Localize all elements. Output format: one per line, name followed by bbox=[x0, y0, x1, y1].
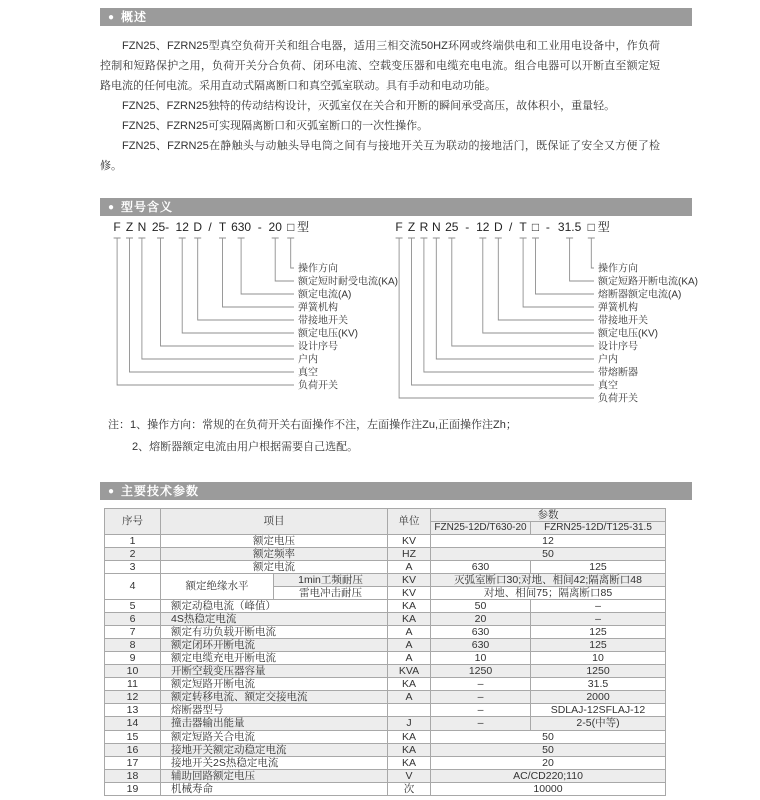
model-code-char: / bbox=[509, 220, 513, 234]
note-line: 2、熔断器额定电流由用户根据需要自己选配。 bbox=[132, 441, 359, 453]
model-code-char: 型 bbox=[297, 220, 310, 234]
item-cell: 额定动稳电流（峰值） bbox=[161, 599, 388, 612]
value-cell: 10 bbox=[531, 652, 666, 665]
value-cell: – bbox=[431, 717, 531, 730]
unit-cell: KA bbox=[388, 756, 431, 769]
item-cell: 接地开关额定动稳定电流 bbox=[161, 743, 388, 756]
catalog-page bbox=[100, 0, 698, 796]
table-row bbox=[105, 573, 666, 586]
model-part-label: 额定电压(KV) bbox=[598, 328, 658, 340]
model-code-char: F bbox=[395, 220, 403, 234]
header-unit: 单位 bbox=[388, 509, 431, 535]
model-code-char: N bbox=[137, 220, 147, 234]
value-cell: 630 bbox=[431, 626, 531, 639]
item-cell: 额定闭环开断电流 bbox=[161, 639, 388, 652]
model-code-char: T bbox=[218, 220, 227, 234]
unit-cell: KA bbox=[388, 612, 431, 625]
leader-line bbox=[157, 238, 294, 346]
model-part-label: 带接地开关 bbox=[298, 315, 348, 327]
table-row bbox=[105, 704, 666, 717]
table-row bbox=[105, 782, 666, 795]
table-row bbox=[105, 547, 666, 560]
params-title: 主要技术参数 bbox=[121, 484, 200, 498]
unit-cell: KA bbox=[388, 743, 431, 756]
model-diagram-fzrn25 bbox=[392, 218, 698, 408]
value-cell: 1250 bbox=[531, 665, 666, 678]
table-row bbox=[105, 743, 666, 756]
sub-item-cell: 1min工频耐压 bbox=[274, 573, 388, 586]
model-diagram-fzn25 bbox=[110, 218, 398, 408]
value-cell: 20 bbox=[431, 612, 531, 625]
item-cell: 额定电流 bbox=[161, 560, 388, 573]
row-index-cell: 12 bbox=[105, 691, 161, 704]
leader-line bbox=[238, 238, 294, 294]
leader-line bbox=[219, 238, 294, 307]
table-row bbox=[105, 534, 666, 547]
row-index-cell: 5 bbox=[105, 599, 161, 612]
header-index: 序号 bbox=[105, 509, 161, 535]
item-cell: 额定转移电流、额定交接电流 bbox=[161, 691, 388, 704]
model-part-label: 熔断器额定电流(A) bbox=[598, 289, 682, 301]
table-row bbox=[105, 730, 666, 743]
section-bar-model bbox=[100, 198, 692, 216]
section-bar-overview bbox=[100, 8, 692, 26]
row-index-cell: 18 bbox=[105, 769, 161, 782]
model-part-label: 带熔断器 bbox=[598, 367, 638, 379]
sub-item-cell: 雷电冲击耐压 bbox=[274, 586, 388, 599]
value-cell: 灭弧室断口30;对地、相间42;隔离断口48 bbox=[431, 573, 666, 586]
unit-cell bbox=[388, 704, 431, 717]
unit-cell: A bbox=[388, 652, 431, 665]
model-diagrams bbox=[100, 218, 698, 410]
model-part-label: 额定短路开断电流(KA) bbox=[598, 276, 698, 288]
overview-paragraph: FZN25、FZRN25可实现隔离断口和灭弧室断口的一次性操作。 bbox=[122, 120, 429, 132]
model-code-char: - bbox=[465, 220, 470, 234]
value-cell: 50 bbox=[431, 743, 666, 756]
value-cell: AC/CD220;110 bbox=[431, 769, 666, 782]
unit-cell: KV bbox=[388, 586, 431, 599]
row-index-cell: 6 bbox=[105, 612, 161, 625]
item-cell: 辅助回路额定电压 bbox=[161, 769, 388, 782]
item-cell: 额定电缆充电开断电流 bbox=[161, 652, 388, 665]
table-row bbox=[105, 599, 666, 612]
overview-paragraphs bbox=[100, 36, 660, 176]
value-cell: 630 bbox=[431, 639, 531, 652]
leader-line bbox=[448, 238, 594, 346]
leader-line bbox=[396, 238, 594, 398]
leader-line bbox=[588, 238, 595, 268]
row-index-cell: 4 bbox=[105, 573, 161, 599]
unit-cell: A bbox=[388, 639, 431, 652]
value-cell: – bbox=[431, 704, 531, 717]
model-code-char: - bbox=[545, 220, 550, 234]
row-index-cell: 14 bbox=[105, 717, 161, 730]
model-code-char: Z bbox=[125, 220, 134, 234]
bullet-icon: ● bbox=[108, 202, 116, 213]
row-index-cell: 15 bbox=[105, 730, 161, 743]
unit-cell: KA bbox=[388, 678, 431, 691]
value-cell: 12 bbox=[431, 534, 666, 547]
note-line: 注：1、操作方向：常规的在负荷开关右面操作不注，左面操作注Zu,正面操作注Zh； bbox=[108, 419, 517, 431]
model-part-label: 额定短时耐受电流(KA) bbox=[298, 276, 398, 288]
item-cell: 开断空载变压器容量 bbox=[161, 665, 388, 678]
model-code-char: □ bbox=[287, 220, 295, 234]
value-cell: – bbox=[531, 599, 666, 612]
model-part-label: 设计序号 bbox=[598, 341, 638, 353]
unit-cell: KV bbox=[388, 534, 431, 547]
model-part-label: 弹簧机构 bbox=[298, 302, 338, 314]
model-part-label: 带接地开关 bbox=[598, 315, 648, 327]
model-part-label: 弹簧机构 bbox=[598, 302, 638, 314]
leader-line bbox=[179, 238, 294, 333]
model-part-label: 真空 bbox=[298, 367, 318, 379]
row-index-cell: 9 bbox=[105, 652, 161, 665]
item-cell: 额定短路开断电流 bbox=[161, 678, 388, 691]
value-cell: 10 bbox=[431, 652, 531, 665]
item-cell: 额定绝缘水平 bbox=[161, 573, 274, 599]
value-cell: – bbox=[431, 691, 531, 704]
model-code-char: 型 bbox=[597, 220, 610, 234]
params-table bbox=[104, 508, 666, 796]
value-cell: 630 bbox=[431, 560, 531, 573]
value-cell: 2000 bbox=[531, 691, 666, 704]
item-cell: 撞击器输出能量 bbox=[161, 717, 388, 730]
table-header-row bbox=[105, 509, 666, 522]
model-code-char: D bbox=[493, 220, 503, 234]
value-cell: 10000 bbox=[431, 782, 666, 795]
model-title: 型号含义 bbox=[121, 200, 174, 214]
header-model-2: FZRN25-12D/T125-31.5 bbox=[531, 522, 666, 535]
model-part-label: 负荷开关 bbox=[598, 393, 638, 405]
unit-cell: A bbox=[388, 560, 431, 573]
model-code-char: □ bbox=[587, 220, 595, 234]
item-cell: 额定短路关合电流 bbox=[161, 730, 388, 743]
row-index-cell: 3 bbox=[105, 560, 161, 573]
item-cell: 机械寿命 bbox=[161, 782, 388, 795]
value-cell: 对地、相间75；隔离断口85 bbox=[431, 586, 666, 599]
table-row bbox=[105, 717, 666, 730]
value-cell: 20 bbox=[431, 756, 666, 769]
leader-line bbox=[479, 238, 594, 333]
model-part-label: 户内 bbox=[298, 354, 318, 366]
row-index-cell: 8 bbox=[105, 639, 161, 652]
unit-cell: V bbox=[388, 769, 431, 782]
model-notes bbox=[108, 414, 692, 458]
leader-line bbox=[420, 238, 594, 372]
table-row bbox=[105, 560, 666, 573]
table-row bbox=[105, 652, 666, 665]
model-part-label: 真空 bbox=[598, 380, 618, 392]
value-cell: 50 bbox=[431, 599, 531, 612]
unit-cell: A bbox=[388, 691, 431, 704]
model-code-char: 25 bbox=[445, 220, 459, 234]
model-code-char: 630 bbox=[231, 220, 252, 234]
params-table-body bbox=[105, 534, 666, 795]
row-index-cell: 17 bbox=[105, 756, 161, 769]
model-part-label: 额定电压(KV) bbox=[298, 328, 358, 340]
item-cell: 接地开关2S热稳定电流 bbox=[161, 756, 388, 769]
model-code-char: 31.5 bbox=[557, 220, 582, 234]
value-cell: – bbox=[431, 678, 531, 691]
item-cell: 熔断器型号 bbox=[161, 704, 388, 717]
leader-line bbox=[495, 238, 594, 320]
header-model-1: FZN25-12D/T630-20 bbox=[431, 522, 531, 535]
unit-cell: KV bbox=[388, 573, 431, 586]
model-code-char: - bbox=[257, 220, 262, 234]
model-code-char: 20 bbox=[268, 220, 282, 234]
value-cell: 50 bbox=[431, 730, 666, 743]
row-index-cell: 2 bbox=[105, 547, 161, 560]
overview-paragraph: FZN25、FZRN25在静触头与动触头导电筒之间有与接地开关互为联动的接地活门，既保证了安全又方便了检修。 bbox=[100, 140, 660, 172]
leader-line bbox=[138, 238, 294, 359]
overview-title: 概述 bbox=[121, 10, 148, 24]
leader-line bbox=[532, 238, 594, 294]
table-row bbox=[105, 639, 666, 652]
value-cell: 125 bbox=[531, 639, 666, 652]
table-row bbox=[105, 691, 666, 704]
header-param: 参数 bbox=[431, 509, 666, 522]
value-cell: 2-5(中等) bbox=[531, 717, 666, 730]
leader-line bbox=[520, 238, 594, 307]
table-row bbox=[105, 769, 666, 782]
model-code-char: / bbox=[208, 220, 212, 234]
overview-paragraph: FZN25、FZRN25独特的传动结构设计，灭弧室仅在关合和开断的瞬间承受高压，故体积小，重量轻。 bbox=[122, 100, 616, 112]
row-index-cell: 13 bbox=[105, 704, 161, 717]
bullet-icon: ● bbox=[108, 486, 116, 497]
model-code-char: D bbox=[193, 220, 203, 234]
model-part-label: 户内 bbox=[598, 354, 618, 366]
overview-paragraph: FZN25、FZRN25型真空负荷开关和组合电器，适用三相交流50HZ环网或终端供电和工业用电设备中，作负荷控制和短路保护之用，负荷开关分合负荷、闭环电流、空载变压器和电缆充电电流。组合电器可以开断直至额定短路电流的任何电流。采用直动式隔离断口和真空弧室联动。具有手动和电动功能。 bbox=[100, 40, 660, 92]
model-code-char: 25- bbox=[151, 220, 170, 234]
unit-cell: KVA bbox=[388, 665, 431, 678]
row-index-cell: 1 bbox=[105, 534, 161, 547]
item-cell: 额定有功负载开断电流 bbox=[161, 626, 388, 639]
item-cell: 4S热稳定电流 bbox=[161, 612, 388, 625]
row-index-cell: 19 bbox=[105, 782, 161, 795]
item-cell: 额定频率 bbox=[161, 547, 388, 560]
model-part-label: 负荷开关 bbox=[298, 380, 338, 392]
model-code-char: □ bbox=[531, 220, 540, 234]
table-row bbox=[105, 626, 666, 639]
model-code-char: 12 bbox=[476, 220, 490, 234]
model-code-char: R bbox=[419, 220, 429, 234]
leader-line bbox=[194, 238, 294, 320]
value-cell: 125 bbox=[531, 626, 666, 639]
model-part-label: 操作方向 bbox=[298, 263, 338, 275]
unit-cell: HZ bbox=[388, 547, 431, 560]
unit-cell: 次 bbox=[388, 782, 431, 795]
model-code-char: N bbox=[431, 220, 441, 234]
model-part-label: 额定电流(A) bbox=[298, 289, 352, 301]
row-index-cell: 16 bbox=[105, 743, 161, 756]
table-row bbox=[105, 756, 666, 769]
row-index-cell: 10 bbox=[105, 665, 161, 678]
item-cell: 额定电压 bbox=[161, 534, 388, 547]
header-item: 项目 bbox=[161, 509, 388, 535]
bullet-icon: ● bbox=[108, 12, 116, 23]
unit-cell: J bbox=[388, 717, 431, 730]
model-part-label: 设计序号 bbox=[298, 341, 338, 353]
value-cell: SDLAJ-12SFLAJ-12 bbox=[531, 704, 666, 717]
value-cell: 125 bbox=[531, 560, 666, 573]
value-cell: 1250 bbox=[431, 665, 531, 678]
model-part-label: 操作方向 bbox=[598, 263, 638, 275]
model-code-char: 12 bbox=[175, 220, 189, 234]
table-row bbox=[105, 612, 666, 625]
value-cell: 31.5 bbox=[531, 678, 666, 691]
leader-line bbox=[114, 238, 294, 385]
model-code-char: Z bbox=[407, 220, 416, 234]
model-code-char: F bbox=[113, 220, 121, 234]
row-index-cell: 11 bbox=[105, 678, 161, 691]
row-index-cell: 7 bbox=[105, 626, 161, 639]
unit-cell: A bbox=[388, 626, 431, 639]
leader-line bbox=[126, 238, 294, 372]
unit-cell: KA bbox=[388, 599, 431, 612]
section-bar-params bbox=[100, 482, 692, 500]
table-row bbox=[105, 665, 666, 678]
model-code-char: T bbox=[519, 220, 527, 234]
leader-line bbox=[566, 238, 594, 281]
leader-line bbox=[287, 238, 294, 268]
unit-cell: KA bbox=[388, 730, 431, 743]
value-cell: – bbox=[531, 612, 666, 625]
value-cell: 50 bbox=[431, 547, 666, 560]
table-row bbox=[105, 678, 666, 691]
